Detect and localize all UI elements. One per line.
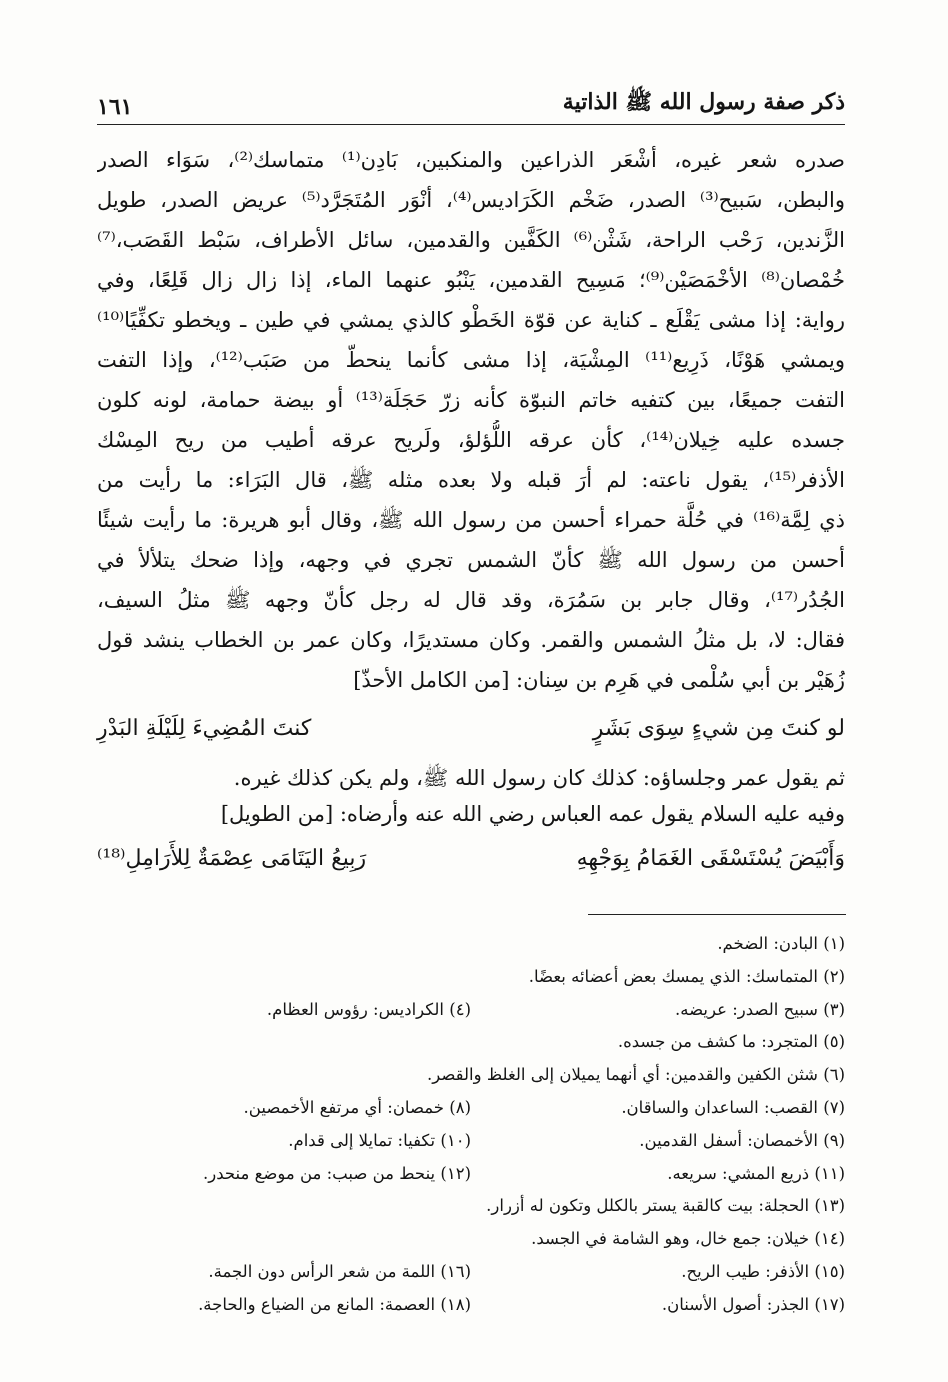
footnote-2: (٢) المتماسك: الذي يمسك بعض أعضائه بعضًا. xyxy=(528,966,845,986)
text-line: ويمشي هَوْنًا، ذَرِيع⁽¹¹⁾ المِشْيَة، إذا مشى كأنما ينحطّ من صَبَب⁽¹²⁾، وإذا التفت xyxy=(97,348,845,372)
footnote-5: (٥) المتجرد: ما كشف من جسده. xyxy=(617,1032,845,1052)
footnote-15: (١٥) الأذفر: طيب الريح. xyxy=(681,1261,845,1281)
text-line: فقال: لا، بل مثلُ الشمس والقمر. وكان مستديرًا، وكان عمر بن الخطاب ينشد قول xyxy=(97,628,845,652)
text-line: أحسن من رسول الله ﷺ كأنّ الشمس تجري في وجهه، وإذا ضحك يتلألأ في xyxy=(97,548,845,572)
footnote-9: (٩) الأخمصان: أسفل القدمين. xyxy=(639,1130,845,1150)
page-number: ١٦١ xyxy=(97,94,133,120)
text-line: الأذفر⁽¹⁵⁾، يقول ناعته: لم أرَ قبله ولا بعده مثله ﷺ، قال البَرَاء: ما رأيت من xyxy=(97,468,845,492)
text-line: خُمْصان⁽⁸⁾ الأخْمَصَيْن⁽⁹⁾؛ مَسِيح القدمين، يَنْبُو عنهما الماء، إذا زال زال قَلِعًا، وفي xyxy=(97,268,845,292)
footnote-14: (١٤) خيلان: جمع خال، وهو الشامة في الجسد. xyxy=(531,1229,845,1249)
footnote-13: (١٣) الحجلة: بيت كالقبة يستر بالكلل وتكون له أزرار. xyxy=(486,1196,845,1216)
footnotes xyxy=(97,928,845,1322)
running-header xyxy=(97,86,845,125)
text-line: ثم يقول عمر وجلساؤه: كذلك كان رسول الله ﷺ، ولم يكن كذلك غيره. xyxy=(233,766,845,790)
text-line: وفيه عليه السلام يقول عمه العباس رضي الله عنه وأرضاه: [من الطويل] xyxy=(220,802,845,826)
text-line: زُهَيْر بن أبي سُلْمى في هَرِم بن سِنان: [من الكامل الأحذّ] xyxy=(353,668,845,692)
footnote-11: (١١) ذريع المشي: سريعه. xyxy=(667,1163,845,1183)
poem-verse-2 xyxy=(97,846,845,871)
footnote-17: (١٧) الجذر: أصول الأسنان. xyxy=(661,1294,845,1314)
footnote-18: (١٨) العصمة: المانع من الضياع والحاجة. xyxy=(198,1294,471,1314)
footnote-4: (٤) الكراديس: رؤوس العظام. xyxy=(266,999,471,1019)
text-line: رواية: إذا مشى يَقْلَع ـ كناية عن قوّة الخَطْو كالذي يمشي في طين ـ ويخطو تكفِّيًا⁽¹⁰⁾ xyxy=(97,308,845,332)
footnote-separator xyxy=(588,914,846,915)
poem-verse-1 xyxy=(97,716,845,741)
footnote-10: (١٠) تكفيا: تمايلا إلى قدام. xyxy=(288,1130,471,1150)
footnote-3: (٣) سبيح الصدر: عريضه. xyxy=(675,999,845,1019)
footnote-6: (٦) شثن الكفين والقدمين: أي أنهما يميلان إلى الغلظ والقصر. xyxy=(426,1065,845,1085)
text-line: جسده عليه خِيلان⁽¹⁴⁾، كأن عرقه اللُّؤلؤ، ولَريح عرقه أطيب من ريح المِسْك xyxy=(97,428,845,452)
verse-second-hemistich: كنتَ المُضِيءَ لِلَيْلَةِ البَدْرِ xyxy=(97,716,312,741)
text-line: صدره شعر غيره، أشْعَر الذراعين والمنكبين، بَادِن⁽¹⁾ متماسك⁽²⁾، سَوَاء الصدر xyxy=(97,148,845,172)
verse-second-hemistich: رَبِيعُ اليَتَامَى عِصْمَةٌ لِلأَرَامِلِ⁽¹⁸⁾ xyxy=(97,846,367,871)
footnote-7: (٧) القصب: الساعدان والساقان. xyxy=(621,1097,845,1117)
footnote-12: (١٢) ينحط من صبب: من موضع منحدر. xyxy=(202,1163,471,1183)
text-line: الزَّندين، رَحْب الراحة، شَثْن⁽⁶⁾ الكَفَّين والقدمين، سائل الأطراف، سَبْط القَصَب،⁽⁷⁾ xyxy=(97,228,845,252)
verse-first-hemistich: وَأَبْيَضَ يُسْتَسْقَى الغَمَامُ بِوَجْهِهِ xyxy=(576,846,845,871)
verse-first-hemistich: لو كنتَ مِن شيءٍ سِوَى بَشَرٍ xyxy=(592,716,845,741)
main-text xyxy=(97,140,845,700)
footnote-16: (١٦) اللمة من شعر الرأس دون الجمة. xyxy=(208,1261,471,1281)
continuation-text xyxy=(97,760,845,832)
footnote-1: (١) البادن: الضخم. xyxy=(717,934,845,953)
text-line: التفت جميعًا، بين كتفيه خاتم النبوّة كأنه زرّ حَجَلَة⁽¹³⁾ أو بيضة حمامة، لونه كلون xyxy=(97,388,845,412)
chapter-title: ذكر صفة رسول الله ﷺ الذاتية xyxy=(562,89,845,115)
text-line: والبطن، سَبيح⁽³⁾ الصدر، ضَخْم الكَرَاديس⁽⁴⁾، أنْوَر المُتَجَرَّد⁽⁵⁾ عريض الصدر، طويل xyxy=(97,188,845,212)
footnote-8: (٨) خمصان: أي مرتفع الأخمصين. xyxy=(243,1097,471,1117)
text-line: الجُدُر⁽¹⁷⁾، وقال جابر بن سَمُرَة، وقد قال له رجل كأنّ وجهه ﷺ مثلُ السيف، xyxy=(97,588,845,612)
text-line: ذي لِمَّة⁽¹⁶⁾ في حُلَّة حمراء أحسن من رسول الله ﷺ، وقال أبو هريرة: ما رأيت شيئًا xyxy=(97,508,845,532)
